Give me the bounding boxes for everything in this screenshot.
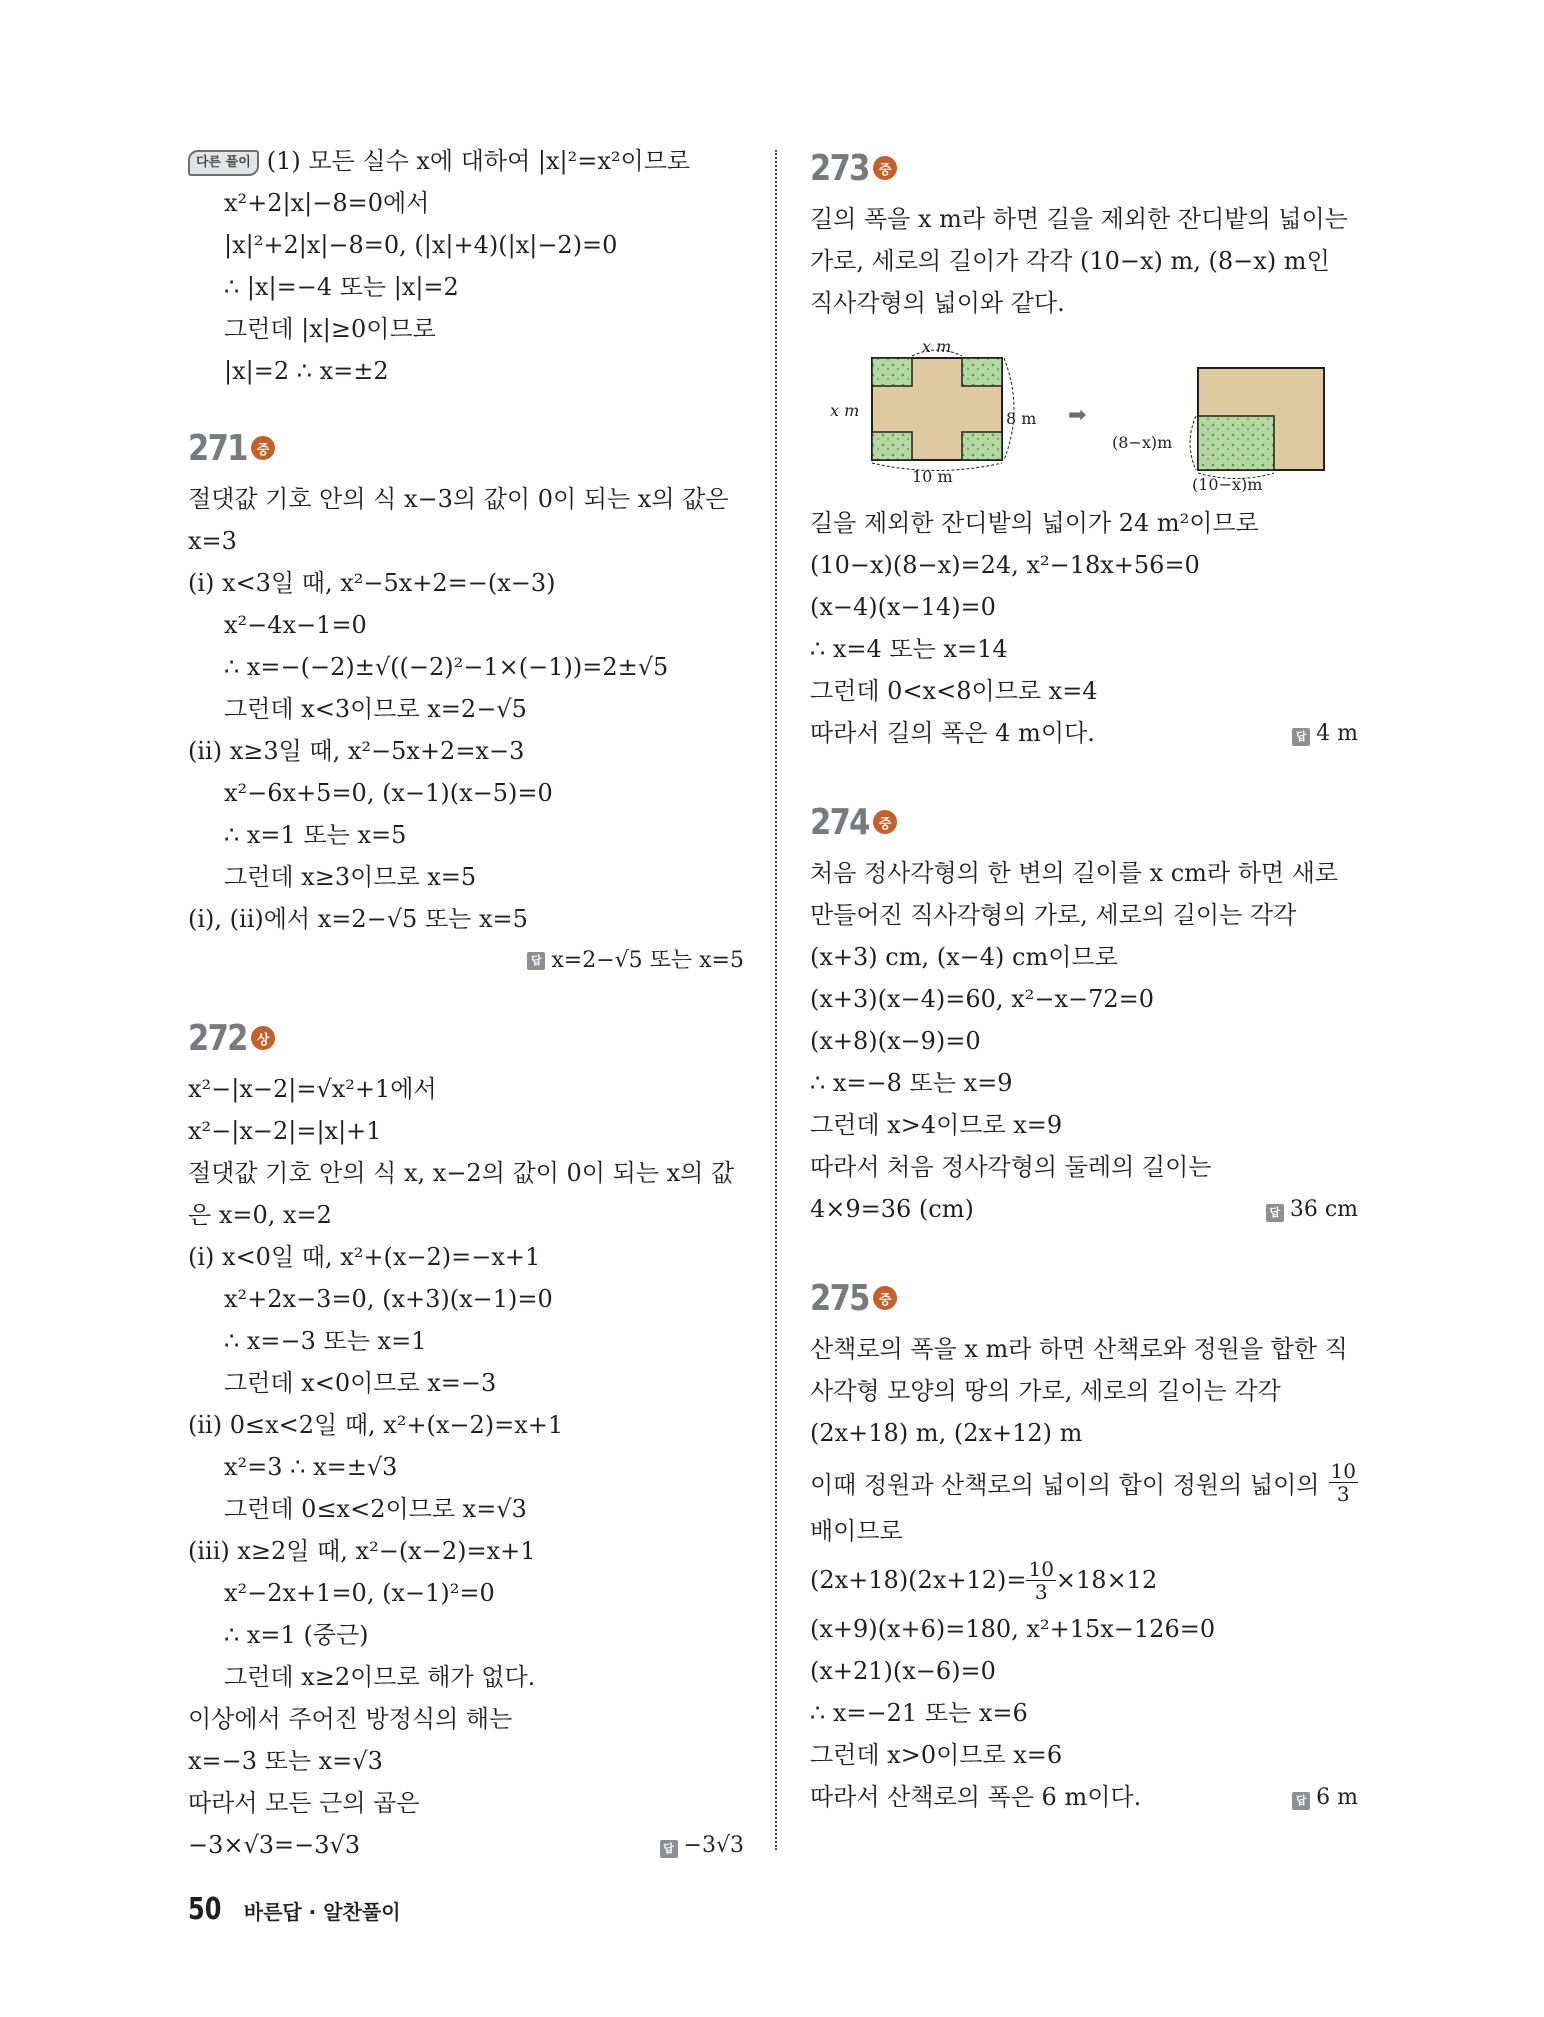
difficulty-badge: 중 xyxy=(251,436,275,460)
bottom-label: 10 m xyxy=(912,467,953,486)
solution-line: x=−3 또는 x=√3 xyxy=(188,1747,383,1775)
equation-left: (2x+18)(2x+12)= xyxy=(810,1566,1027,1594)
solution-line: 그런데 0<x<8이므로 x=4 xyxy=(810,677,1098,705)
solution-line: 길을 제외한 잔디밭의 넓이가 24 m²이므로 xyxy=(810,509,1259,537)
fraction xyxy=(1026,1558,1055,1603)
solution-line: (i) x<3일 때, x²−5x+2=−(x−3) xyxy=(188,569,556,597)
fraction xyxy=(1329,1460,1358,1505)
answer-icon: 답 xyxy=(1292,1792,1310,1810)
solution-line: (x+3)(x−4)=60, x²−x−72=0 xyxy=(810,985,1155,1013)
grass-patch xyxy=(962,432,1002,460)
problem-intro: 처음 정사각형의 한 변의 길이를 x cm라 하면 새로 만들어진 직사각형의 가로, 세로의 길이는 각각 xyxy=(810,859,1339,929)
solution-line: ∴ x=4 또는 x=14 xyxy=(810,635,1008,663)
solution-line: 그런데 x<3이므로 x=2−√5 xyxy=(224,695,527,723)
solution-line: 이때 정원과 산책로의 넓이의 합이 정원의 넓이의 xyxy=(810,1470,1320,1499)
solution-line: (x+3) cm, (x−4) cm이므로 xyxy=(810,943,1118,971)
answer-icon: 답 xyxy=(527,952,545,970)
alt-solution-badge: 다른 풀이 xyxy=(188,150,259,176)
problem-274 xyxy=(810,794,1358,1230)
answer-icon: 답 xyxy=(1266,1204,1284,1222)
solution-line: −3×√3=−3√3 xyxy=(188,1831,361,1859)
solution-line: (ii) x≥3일 때, x²−5x+2=x−3 xyxy=(188,737,525,765)
answer-row xyxy=(810,1188,1358,1230)
solution-line: ∴ x=−21 또는 x=6 xyxy=(810,1699,1028,1727)
solution-line: 그런데 0≤x<2이므로 x=√3 xyxy=(224,1495,527,1523)
solution-line: 그런데 x≥3이므로 x=5 xyxy=(224,863,477,891)
problem-number: 271 xyxy=(188,427,247,469)
alt-line: |x|=2 ∴ x=±2 xyxy=(224,357,389,385)
problem-273 xyxy=(810,140,1358,754)
solution-line: x²=3 ∴ x=±√3 xyxy=(224,1453,398,1481)
right-label: 8 m xyxy=(1006,409,1037,428)
page-footer xyxy=(188,1892,401,1927)
problem-number: 273 xyxy=(810,147,869,189)
grass-patch xyxy=(962,358,1002,386)
solution-line: 절댓값 기호 안의 식 x−3의 값이 0이 되는 x의 값은 xyxy=(188,485,729,513)
page-number: 50 xyxy=(188,1892,222,1927)
problem-272 xyxy=(188,1010,744,1866)
answer: 36 cm xyxy=(1289,1197,1358,1222)
problem-number: 274 xyxy=(810,801,869,843)
fraction-numerator: 10 xyxy=(1028,1556,1054,1581)
difficulty-badge: 상 xyxy=(251,1026,275,1050)
book-title: 바른답 · 알찬풀이 xyxy=(243,1900,401,1924)
solution-line: ∴ x=−8 또는 x=9 xyxy=(810,1069,1013,1097)
difficulty-badge: 중 xyxy=(873,1286,897,1310)
fraction-numerator: 10 xyxy=(1330,1458,1356,1483)
solution-line: ∴ x=−3 또는 x=1 xyxy=(224,1327,427,1355)
solution-line: (ii) 0≤x<2일 때, x²+(x−2)=x+1 xyxy=(188,1411,564,1439)
solution-line: 그런데 x≥2이므로 해가 없다. xyxy=(224,1663,536,1691)
answer-row xyxy=(188,1824,744,1866)
solution-line: x²−2x+1=0, (x−1)²=0 xyxy=(224,1579,495,1607)
solution-line: 따라서 모든 근의 곱은 xyxy=(188,1789,420,1817)
solution-line: (i) x<0일 때, x²+(x−2)=−x+1 xyxy=(188,1243,541,1271)
solution-line: 그런데 x>4이므로 x=9 xyxy=(810,1111,1063,1139)
solution-line: 따라서 산책로의 폭은 6 m이다. xyxy=(810,1783,1142,1811)
alt-line: |x|²+2|x|−8=0, (|x|+4)(|x|−2)=0 xyxy=(224,231,618,259)
solution-line: x²−|x−2|=√x²+1에서 xyxy=(188,1075,437,1103)
fraction-denominator: 3 xyxy=(1034,1579,1048,1604)
equation-line xyxy=(810,1552,1358,1608)
solution-line: 4×9=36 (cm) xyxy=(810,1195,974,1223)
arrow-icon: ➡ xyxy=(1068,403,1087,428)
solution-line: 따라서 처음 정사각형의 둘레의 길이는 xyxy=(810,1153,1212,1181)
alt-line: x²+2|x|−8=0에서 xyxy=(224,189,430,217)
problem-271 xyxy=(188,420,744,982)
answer: 6 m xyxy=(1316,1785,1358,1810)
solution-line: 따라서 길의 폭은 4 m이다. xyxy=(810,719,1095,747)
solution-line: 그런데 x<0이므로 x=−3 xyxy=(224,1369,497,1397)
combined-grass xyxy=(1198,416,1274,470)
solution-line: (x−4)(x−14)=0 xyxy=(810,593,996,621)
grass-patch xyxy=(872,358,912,386)
width-label: (10−x)m xyxy=(1192,475,1263,492)
difficulty-badge: 중 xyxy=(873,810,897,834)
solution-line: ∴ x=−(−2)±√((−2)²−1×(−1))=2±√5 xyxy=(224,653,669,681)
solution-line: (2x+18) m, (2x+12) m xyxy=(810,1419,1083,1447)
alt-line: 그런데 |x|≥0이므로 xyxy=(224,315,436,343)
solution-line: x²−4x−1=0 xyxy=(224,611,367,639)
solution-line: (x+8)(x−9)=0 xyxy=(810,1027,981,1055)
solution-line: x²−|x−2|=|x|+1 xyxy=(188,1117,382,1145)
answer-icon: 답 xyxy=(660,1840,678,1858)
solution-line: 은 x=0, x=2 xyxy=(188,1201,332,1229)
answer-row xyxy=(810,712,1358,754)
alt-line: ∴ |x|=−4 또는 |x|=2 xyxy=(224,273,459,301)
solution-line: x=3 xyxy=(188,527,237,555)
answer-row xyxy=(810,1776,1358,1818)
solution-line: x²+2x−3=0, (x+3)(x−1)=0 xyxy=(224,1285,553,1313)
solution-line: 이상에서 주어진 방정식의 해는 xyxy=(188,1705,513,1733)
solution-line: ∴ x=1 또는 x=5 xyxy=(224,821,407,849)
grass-patch xyxy=(872,432,912,460)
lawn-diagram xyxy=(810,332,1358,492)
equation-right: ×18×12 xyxy=(1055,1566,1158,1594)
problem-intro: 산책로의 폭을 x m라 하면 산책로와 정원을 합한 직사각형 모양의 땅의 가로, 세로의 길이는 각각 xyxy=(810,1335,1348,1405)
solution-line: 그런데 x>0이므로 x=6 xyxy=(810,1741,1063,1769)
top-label: x m xyxy=(922,337,952,356)
left-label: x m xyxy=(830,401,860,420)
difficulty-badge: 중 xyxy=(873,156,897,180)
left-column xyxy=(188,140,744,1866)
solution-line: 배이므로 xyxy=(810,1517,903,1545)
problem-number: 275 xyxy=(810,1277,869,1319)
answer-row xyxy=(188,940,744,982)
fraction-denominator: 3 xyxy=(1336,1481,1350,1506)
right-column xyxy=(810,140,1358,1818)
solution-line: ∴ x=1 (중근) xyxy=(224,1621,369,1649)
solution-line: (x+9)(x+6)=180, x²+15x−126=0 xyxy=(810,1615,1216,1643)
problem-intro: 길의 폭을 x m라 하면 길을 제외한 잔디밭의 넓이는 가로, 세로의 길이가 각각 (10−x) m, (8−x) m인 직사각형의 넓이와 같다. xyxy=(810,205,1348,317)
alt-line: (1) 모든 실수 x에 대하여 |x|²=x²이므로 xyxy=(266,147,691,175)
solution-line: (10−x)(8−x)=24, x²−18x+56=0 xyxy=(810,551,1200,579)
lawn-diagram-svg xyxy=(810,332,1358,492)
height-label: (8−x)m xyxy=(1112,433,1173,452)
solution-line: (x+21)(x−6)=0 xyxy=(810,1657,996,1685)
column-divider xyxy=(775,150,777,1850)
problem-275 xyxy=(810,1270,1358,1818)
answer: 4 m xyxy=(1316,721,1358,746)
problem-number: 272 xyxy=(188,1017,247,1059)
answer: −3√3 xyxy=(683,1833,744,1858)
answer: x=2−√5 또는 x=5 xyxy=(551,948,744,973)
solution-line: (i), (ii)에서 x=2−√5 또는 x=5 xyxy=(188,905,528,933)
solution-line: x²−6x+5=0, (x−1)(x−5)=0 xyxy=(224,779,553,807)
fraction-line xyxy=(810,1454,1358,1510)
alt-solution xyxy=(188,140,744,392)
solution-line: (iii) x≥2일 때, x²−(x−2)=x+1 xyxy=(188,1537,536,1565)
solution-line: 절댓값 기호 안의 식 x, x−2의 값이 0이 되는 x의 값 xyxy=(188,1159,735,1187)
answer-icon: 답 xyxy=(1292,728,1310,746)
